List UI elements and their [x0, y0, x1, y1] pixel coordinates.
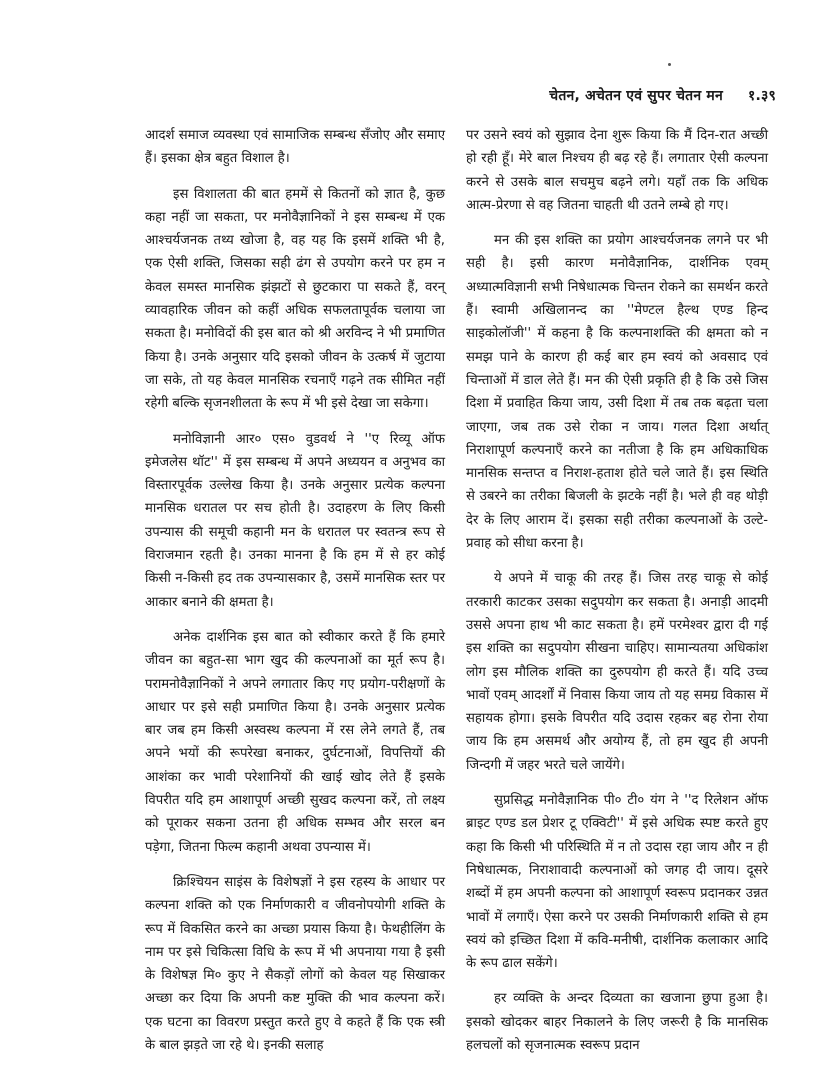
paragraph: मनोविज्ञानी आर० एस० वुडवर्थ ने ''ए रिव्यू ऑफ इमेजलेस थॉट'' में इस सम्बन्ध में अपने अध्ययन व अनुभव का विस्तारपूर्वक उल्लेख किया है। उनके अनुसार प्रत्येक कल्पना मानसिक धरातल पर सच होती है। उदाहरण के लिए किसी उपन्यास की समूची कहानी मन के धरातल पर स्वतन्त्र रूप से विराजमान रहती है। उनका मानना है कि हम में से हर कोई किसी न-किसी हद तक उपन्यासकार है, उसमें मानसिक स्तर पर आकार बनाने की क्षमता है। [145, 431, 445, 610]
paragraph: इस विशालता की बात हममें से कितनों को ज्ञात है, कुछ कहा नहीं जा सकता, पर मनोवैज्ञानिकों ने इस सम्बन्ध में एक आश्चर्यजनक तथ्य खोजा है, वह यह कि इसमें शक्ति भी है, एक ऐसी शक्ति, जिसका सही ढंग से उपयोग करने पर हम न केवल समस्त मानसिक झंझटों से छुटकारा पा सकते हैं, वरन् व्यावहारिक जीवन को कहीं अधिक सफलतापूर्वक चलाया जा सकता है। मनोविदों की इस बात को श्री अरविन्द ने भी प्रमाणित किया है। उनके अनुसार यदि इसको जीवन के उत्कर्ष में जुटाया जा सके, तो यह केवल मानसिक रचनाएँ गढ़ने तक सीमित नहीं रहेगी बल्कि सृजनशीलता के रूप में भी इसे देखा जा सकेगा। [145, 186, 445, 412]
paragraph: क्रिश्चियन साइंस के विशेषज्ञों ने इस रहस्य के आधार पर कल्पना शक्ति को एक निर्माणकारी व जीवनोपयोगी शक्ति के रूप में विकसित करने का अच्छा प्रयास किया है। फेथहीलिंग के नाम पर इसे चिकित्सा विधि के रूप में भी अपनाया गया है इसी के विशेषज्ञ मि० कुए ने सैकड़ों लोगों को केवल यह सिखाकर अच्छा कर दिया कि अपनी कष्ट मुक्ति की भाव कल्पना करें। एक घटना का विवरण प्रस्तुत करते हुए वे कहते हैं कि एक स्त्री के बाल झड़ते जा रहे थे। इनकी सलाह [145, 874, 445, 1053]
left-column [145, 124, 445, 1069]
running-header [549, 86, 776, 105]
scan-speck [668, 63, 671, 66]
right-column [466, 124, 768, 1069]
paragraph: मन की इस शक्ति का प्रयोग आश्चर्यजनक लगने पर भी सही है। इसी कारण मनोवैज्ञानिक, दार्शनिक एवम् अध्यात्मविज्ञानी सभी निषेधात्मक चिन्तन रोकने का समर्थन करते हैं। स्वामी अखिलानन्द का ''मेण्टल हैल्थ एण्ड हिन्द साइकोलॉजी'' में कहना है कि कल्पनाशक्ति की क्षमता को न समझ पाने के कारण ही कई बार हम स्वयं को अवसाद एवं चिन्ताओं में डाल लेते हैं। मन की ऐसी प्रकृति ही है कि उसे जिस दिशा में प्रवाहित किया जाय, उसी दिशा में तब तक बढ़ता चला जाएगा, जब तक उसे रोका न जाय। गलत दिशा अर्थात् निराशापूर्ण कल्पनाएँ करने का नतीजा है कि हम अधिकाधिक मानसिक सन्तप्त व निराश-हताश होते चले जाते हैं। इस स्थिति से उबरने का तरीका बिजली के झटके नहीं है। भले ही वह थोड़ी देर के लिए आराम दें। इसका सही तरीका कल्पनाओं के उल्टे-प्रवाह को सीधा करना है। [466, 233, 768, 552]
paragraph: पर उसने स्वयं को सुझाव देना शुरू किया कि मैं दिन-रात अच्छी हो रही हूँ। मेरे बाल निश्चय ही बढ़ रहे हैं। लगातार ऐसी कल्पना करने से उसके बाल सचमुच बढ़ने लगे। यहाँ तक कि अधिक आत्म-प्रेरणा से वह जितना चाहती थी उतने लम्बे हो गए। [466, 128, 768, 213]
page-number: १.३९ [748, 88, 776, 104]
paragraph: सुप्रसिद्ध मनोवैज्ञानिक पी० टी० यंग ने ''द रिलेशन ऑफ ब्राइट एण्ड डल प्रेशर टू एक्विटी'' में इसे अधिक स्पष्ट करते हुए कहा कि किसी भी परिस्थिति में न तो उदास रहा जाय और न ही निषेधात्मक, निराशावादी कल्पनाओं को जगह दी जाय। दूसरे शब्दों में हम अपनी कल्पना को आशापूर्ण स्वरूप प्रदानकर उन्नत भावों में लगाएँ। ऐसा करने पर उसकी निर्माणकारी शक्ति से हम स्वयं को इच्छित दिशा में कवि-मनीषी, दार्शनिक कलाकार आदि के रूप ढाल सकेंगे। [466, 793, 768, 972]
paragraph: आदर्श समाज व्यवस्था एवं सामाजिक सम्बन्ध सँजोए और समाए हैं। इसका क्षेत्र बहुत विशाल है। [145, 128, 445, 167]
header-title: चेतन, अचेतन एवं सुपर चेतन मन [549, 88, 723, 104]
paragraph: हर व्यक्ति के अन्दर दिव्यता का खजाना छुपा हुआ है। इसको खोदकर बाहर निकालने के लिए जरूरी है कि मानसिक हलचलों को सृजनात्मक स्वरूप प्रदान [466, 991, 768, 1053]
paragraph: अनेक दार्शनिक इस बात को स्वीकार करते हैं कि हमारे जीवन का बहुत-सा भाग खुद की कल्पनाओं का मूर्त रूप है। परामनोवैज्ञानिकों ने अपने लगातार किए गए प्रयोग-परीक्षणों के आधार पर इसे सही प्रमाणित किया है। उनके अनुसार प्रत्येक बार जब हम किसी अस्वस्थ कल्पना में रस लेने लगते हैं, तब अपने भयों की रूपरेखा बनाकर, दुर्घटनाओं, विपत्तियों की आशंका कर भावी परेशानियों की खाई खोद लेते हैं इसके विपरीत यदि हम आशापूर्ण अच्छी सुखद कल्पना करें, तो लक्ष्य को पूराकर सकना उतना ही अधिक सम्भव और सरल बन पड़ेगा, जितना फिल्म कहानी अथवा उपन्यास में। [145, 629, 445, 855]
paragraph: ये अपने में चाकू की तरह हैं। जिस तरह चाकू से कोई तरकारी काटकर उसका सदुपयोग कर सकता है। अनाड़ी आदमी उससे अपना हाथ भी काट सकता है। हमें परमेश्वर द्वारा दी गई इस शक्ति का सदुपयोग सीखना चाहिए। सामान्यतया अधिकांश लोग इस मौलिक शक्ति का दुरुपयोग ही करते हैं। यदि उच्च भावों एवम् आदर्शों में निवास किया जाय तो यह समग्र विकास में सहायक होगा। इसके विपरीत यदि उदास रहकर बह रोना रोया जाय कि हम असमर्थ और अयोग्य हैं, तो हम खुद ही अपनी जिन्दगी में जहर भरते चले जायेंगे। [466, 571, 768, 773]
